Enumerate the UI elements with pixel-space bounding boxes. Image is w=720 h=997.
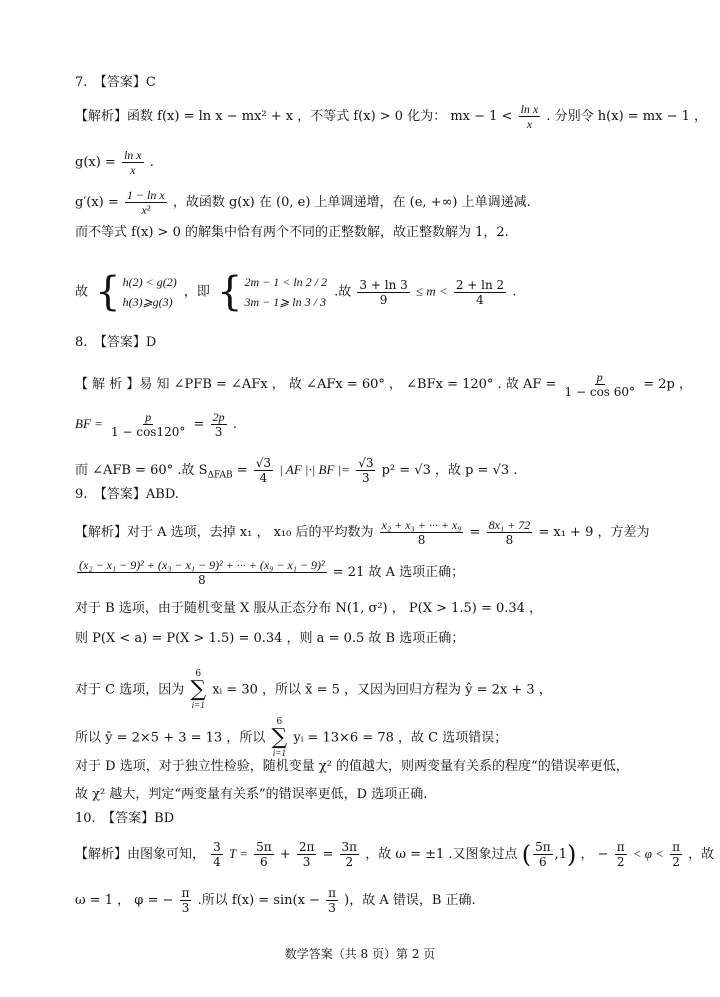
q7-l1-text-b: . 分别令 h(x) = mx − 1 ，: [546, 109, 708, 124]
fraction: $\frac{p}{1 - \cos 120^\circ}$: [111, 410, 186, 439]
q8-line-1: [75, 370, 692, 399]
fraction: $\frac{3\pi}{2}$: [341, 840, 358, 869]
fraction: $\frac{2 + \ln 2}{4}$: [455, 277, 505, 307]
q9-l5-text-a: 对于 C 选项，因为: [75, 682, 185, 698]
q9-l2-text-b: = 21 故 A 选项正确；: [332, 565, 465, 580]
q10-l1-text-f: ,1: [554, 847, 567, 862]
fraction: $\frac{\text{8x₁ + 72}}{8}$: [488, 518, 531, 547]
q10-l1-text-c: +: [279, 847, 291, 862]
q9-line-3: 对于 B 选项，由于随机变量 X 服从正态分布 N(1, σ²) ， P(X > 1.5) = 0.34 ，: [75, 601, 543, 616]
q8-l2-text-b: =: [193, 417, 205, 432]
q10-l1-text-b: T =: [228, 846, 248, 861]
page-footer: 数学答案（共 8 页）第 2 页: [284, 947, 436, 961]
q8-line-2: [75, 410, 650, 439]
q7-l2-text-b: .: [149, 155, 154, 170]
q9-l1-text-b: =: [469, 525, 481, 540]
fraction: $\frac{\text{x₂ + x₃ + ··· + x₉}}{8}$: [381, 518, 462, 547]
summation-sign: 6 ∑ i=1: [190, 669, 207, 710]
q7-l2-text-a: g(x) =: [75, 155, 116, 170]
q10-line-1: 【解析】由图象可知， $\frac{3}{4}$ T = $\frac{5\pi}{6}$ + $\frac{2\pi}{3}$ = $\frac{3\pi}{2}$ ，故 ω = ±1 .又图象过点 ( $\frac{5\pi}{6}$ ,1) ， − $\frac{\pi}{2}$ < φ < $\frac{\pi}{2}$ ，故: [75, 840, 715, 869]
fraction: $\frac{3 + \ln 3}{9}$: [359, 277, 408, 307]
q8-l2-text-a: BF =: [75, 416, 103, 431]
q9-line-2: [75, 558, 650, 587]
q7-heading: 7. 【答案】C: [75, 75, 156, 90]
fraction: $\frac{\pi}{3}$: [181, 886, 190, 915]
q10-heading: 10. 【答案】BD: [75, 811, 175, 826]
q7-l1-text-a: 【解析】函数 f(x) = ln x − mx² + x ，不等式 f(x) > 0 化为： mx − 1 <: [75, 109, 513, 124]
q7-line-1: [75, 102, 708, 131]
q7-l5-text-e: .: [512, 284, 517, 300]
q9-l1-text-c: = x₁ + 9 ，方差为: [538, 525, 650, 540]
q8-l3-subscript: ΔFAB: [207, 470, 233, 481]
q10-line-2: [75, 886, 650, 915]
q10-l1-text-h: < φ <: [632, 846, 664, 861]
fraction: $\frac{\text{1 − ln x}}{\text{x²}}$: [126, 188, 165, 217]
q10-l2-text-b: .所以 f(x) = sin(x −: [197, 893, 320, 908]
q8-l3-text-a: 而 ∠AFB = 60° .故 S: [75, 463, 208, 478]
q10-l1-text-e: ，故 ω = ±1 .又图象过点: [365, 847, 518, 862]
fraction: $\frac{√3}{3}$: [358, 456, 374, 485]
fraction: $\frac{\text{ln x}}{x}$: [123, 148, 142, 177]
q9-l6-text-b: yᵢ = 13×6 = 78 ，故 C 选项错误；: [293, 730, 508, 746]
q9-line-5: [75, 670, 650, 710]
inequality-system: { h(2) < g(2) h(3)⩾g(3): [95, 269, 177, 315]
q8-line-3: [75, 456, 650, 485]
q9-line-4: 则 P(X < a) = P(X > 1.5) = 0.34 ，则 a = 0.5 故 B 选项正确；: [75, 631, 465, 646]
q7-line-5: [75, 269, 650, 315]
fraction: $\frac{5\pi}{6}$: [535, 840, 551, 869]
q7-l5-text-d: ≤ m <: [415, 283, 448, 299]
q8-l2-text-c: .: [232, 417, 237, 432]
q7-line-2: [75, 148, 650, 177]
fraction: $\frac{\text{(x₂ − x₁ − 9)² + (x₃ − x₁ − 9)² + ··· + (x₉ − x₁ − 9)²}}{8}$: [79, 558, 325, 587]
q8-l3-text-b: =: [236, 463, 248, 478]
q9-heading: 9. 【答案】ABD.: [75, 487, 179, 502]
q9-line-6: [75, 718, 650, 758]
q7-l3-text-b: ，故函数 g(x) 在 (0, e) 上单调递增，在 (e, +∞) 上单调递减.: [172, 195, 531, 210]
q7-l5-text-b: ，即: [183, 284, 210, 300]
q10-l1-text-g: ， −: [580, 847, 609, 862]
fraction: $\frac{\pi}{3}$: [328, 886, 336, 915]
q10-l1-text-i: ，故: [688, 847, 715, 862]
q10-l1-text-d: =: [322, 847, 334, 862]
q7-l3-text-a: g′(x) =: [75, 195, 119, 210]
fraction: $\frac{3}{4}$: [213, 840, 221, 869]
q8-l3-text-c: | AF |·| BF |=: [279, 462, 351, 477]
q7-l5-text-a: 故: [75, 284, 89, 300]
q8-l3-text-d: p² = √3 ，故 p = √3 .: [381, 463, 518, 478]
summation-sign: 6 ∑ i=1: [271, 717, 288, 758]
q9-l6-text-a: 所以 ȳ = 2×5 + 3 = 13 ，所以: [75, 730, 266, 746]
q9-l1-text-a: 【解析】对于 A 选项，去掉 x₁ ， x₁₀ 后的平均数为: [75, 525, 374, 540]
fraction: $\frac{\pi}{2}$: [616, 840, 625, 869]
q8-l1-text-b: = 2p ，: [643, 377, 692, 392]
q8-l1-text-a: 【 解 析 】易 知 ∠PFB = ∠AFx ， 故 ∠AFx = 60° ， ∠BFx = 120° . 故 AF =: [75, 377, 557, 392]
q9-line-1: [75, 518, 650, 547]
inequality-system: { 2m − 1 < ln 2 / 2 3m − 1⩾ ln 3 / 3: [217, 269, 327, 315]
q7-line-4: 而不等式 f(x) > 0 的解集中恰有两个不同的正整数解，故正整数解为 1，2.: [75, 225, 509, 240]
fraction: $\frac{\pi}{2}$: [672, 840, 680, 869]
q9-l5-text-b: xᵢ = 30 ，所以 x̄ = 5 ，又因为回归方程为 ŷ = 2x + 3 ，: [212, 682, 552, 698]
fraction: $\frac{2\pi}{3}$: [298, 840, 315, 869]
q10-l1-text-a: 【解析】由图象可知，: [75, 847, 206, 862]
fraction: $\frac{\text{ln x}}{x}$: [520, 102, 539, 131]
fraction: $\frac{2p}{3}$: [212, 410, 225, 439]
q10-l2-text-c: )，故 A 错误，B 正确.: [344, 893, 476, 908]
q9-line-7: 对于 D 选项，对于独立性检验，随机变量 χ² 的值越大，则两变量有关系的程度“的错误率更低，: [75, 759, 629, 774]
fraction: $\frac{√3}{4}$: [255, 456, 272, 485]
fraction: $\frac{p}{1 - \cos 60^\circ}$: [564, 370, 636, 399]
fraction: $\frac{5\pi}{6}$: [256, 840, 272, 869]
q9-line-8: 故 χ² 越大，判定“两变量有关系”的错误率更低，D 选项正确.: [75, 787, 428, 802]
q7-line-3: [75, 188, 650, 217]
q8-heading: 8. 【答案】D: [75, 335, 157, 350]
q10-l2-text-a: ω = 1 ， φ = −: [75, 893, 174, 908]
q7-l5-text-c: .故: [334, 284, 352, 300]
